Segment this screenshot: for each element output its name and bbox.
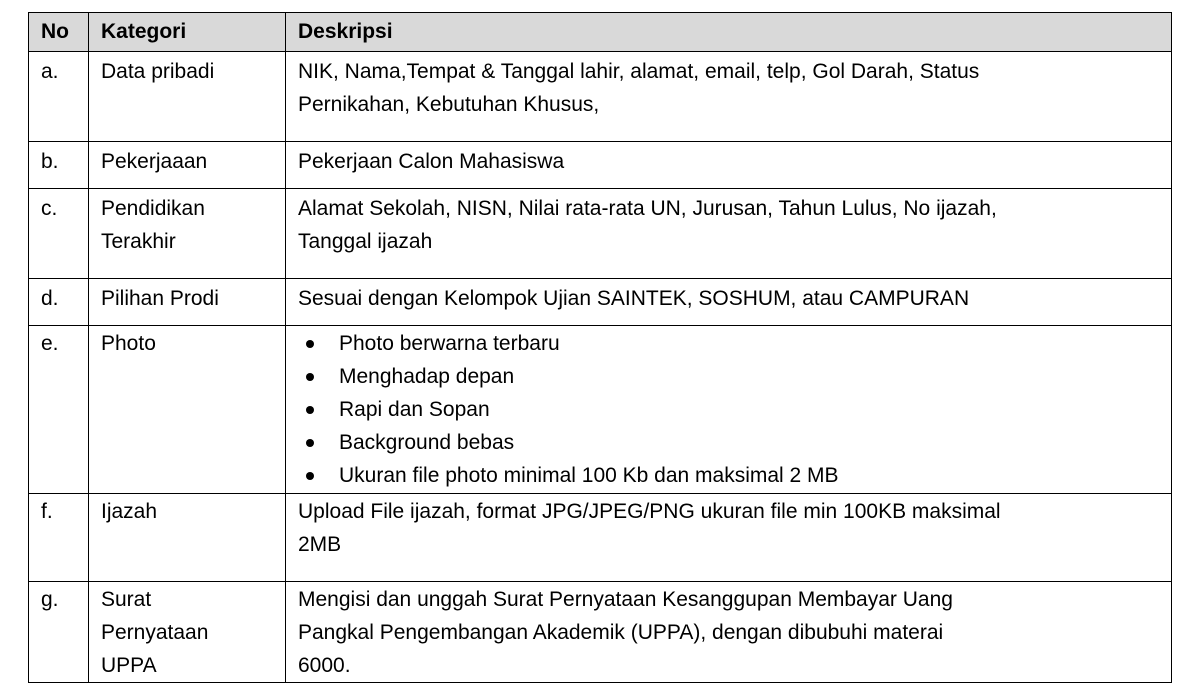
row-deskripsi: [286, 494, 1172, 582]
deskripsi-line: Alamat Sekolah, NISN, Nilai rata-rata UN, Jurusan, Tahun Lulus, No ijazah,: [298, 197, 997, 220]
photo-requirements-list: [298, 327, 1159, 492]
list-item-text: Ukuran file photo minimal 100 Kb dan maksimal 2 MB: [339, 464, 839, 487]
kategori-line: Terakhir: [101, 230, 176, 253]
row-number: f.: [29, 494, 89, 582]
bullet-icon: [306, 340, 314, 348]
table-header-row: [29, 13, 1172, 52]
bullet-icon: [306, 439, 314, 447]
list-item-text: Menghadap depan: [339, 365, 515, 388]
table-row: [29, 279, 1172, 326]
row-kategori: [89, 582, 286, 683]
table-row: [29, 326, 1172, 494]
list-item: [298, 393, 1159, 426]
list-item-text: Photo berwarna terbaru: [339, 332, 560, 355]
row-number: b.: [29, 142, 89, 189]
row-deskripsi: [286, 582, 1172, 683]
deskripsi-line: Mengisi dan unggah Surat Pernyataan Kesanggupan Membayar Uang: [298, 588, 953, 611]
deskripsi-line: Pekerjaan Calon Mahasiswa: [298, 150, 565, 173]
table-row: [29, 582, 1172, 683]
row-number: g.: [29, 582, 89, 683]
list-item: [298, 360, 1159, 393]
kategori-line: Pekerjaaan: [101, 150, 208, 173]
row-deskripsi: [286, 142, 1172, 189]
deskripsi-line: Pernikahan, Kebutuhan Khusus,: [298, 93, 600, 116]
table-row: [29, 189, 1172, 279]
row-number: a.: [29, 52, 89, 142]
row-kategori: [89, 494, 286, 582]
row-deskripsi: [286, 279, 1172, 326]
header-no: No: [29, 13, 89, 52]
row-kategori: [89, 189, 286, 279]
row-kategori: [89, 52, 286, 142]
table-row: [29, 142, 1172, 189]
kategori-line: Pernyataan: [101, 621, 209, 644]
deskripsi-line: Pangkal Pengembangan Akademik (UPPA), dengan dibubuhi materai: [298, 621, 944, 644]
deskripsi-line: Upload File ijazah, format JPG/JPEG/PNG ukuran file min 100KB maksimal: [298, 500, 1001, 523]
bullet-icon: [306, 472, 314, 480]
deskripsi-line: Sesuai dengan Kelompok Ujian SAINTEK, SOSHUM, atau CAMPURAN: [298, 287, 970, 310]
list-item: [298, 327, 1159, 360]
deskripsi-line: 6000.: [298, 654, 351, 677]
kategori-line: Pendidikan: [101, 197, 205, 220]
row-number: c.: [29, 189, 89, 279]
bullet-icon: [306, 406, 314, 414]
list-item: [298, 426, 1159, 459]
bullet-icon: [306, 373, 314, 381]
kategori-line: UPPA: [101, 654, 157, 677]
row-kategori: [89, 142, 286, 189]
list-item: [298, 459, 1159, 492]
row-number: e.: [29, 326, 89, 494]
header-kategori: Kategori: [89, 13, 286, 52]
row-kategori: [89, 279, 286, 326]
row-deskripsi: [286, 189, 1172, 279]
header-deskripsi: Deskripsi: [286, 13, 1172, 52]
kategori-line: Pilihan Prodi: [101, 287, 219, 310]
row-deskripsi: [286, 52, 1172, 142]
table-row: [29, 52, 1172, 142]
list-item-text: Rapi dan Sopan: [339, 398, 490, 421]
row-kategori: [89, 326, 286, 494]
deskripsi-line: Tanggal ijazah: [298, 230, 433, 253]
kategori-line: Surat: [101, 588, 152, 611]
row-number: d.: [29, 279, 89, 326]
requirements-table: [28, 12, 1172, 683]
table-row: [29, 494, 1172, 582]
deskripsi-line: NIK, Nama,Tempat & Tanggal lahir, alamat, email, telp, Gol Darah, Status: [298, 60, 980, 83]
kategori-line: Ijazah: [101, 500, 158, 523]
list-item-text: Background bebas: [339, 431, 515, 454]
row-deskripsi: [286, 326, 1172, 494]
kategori-line: Data pribadi: [101, 60, 215, 83]
kategori-line: Photo: [101, 332, 156, 355]
deskripsi-line: 2MB: [298, 533, 342, 556]
